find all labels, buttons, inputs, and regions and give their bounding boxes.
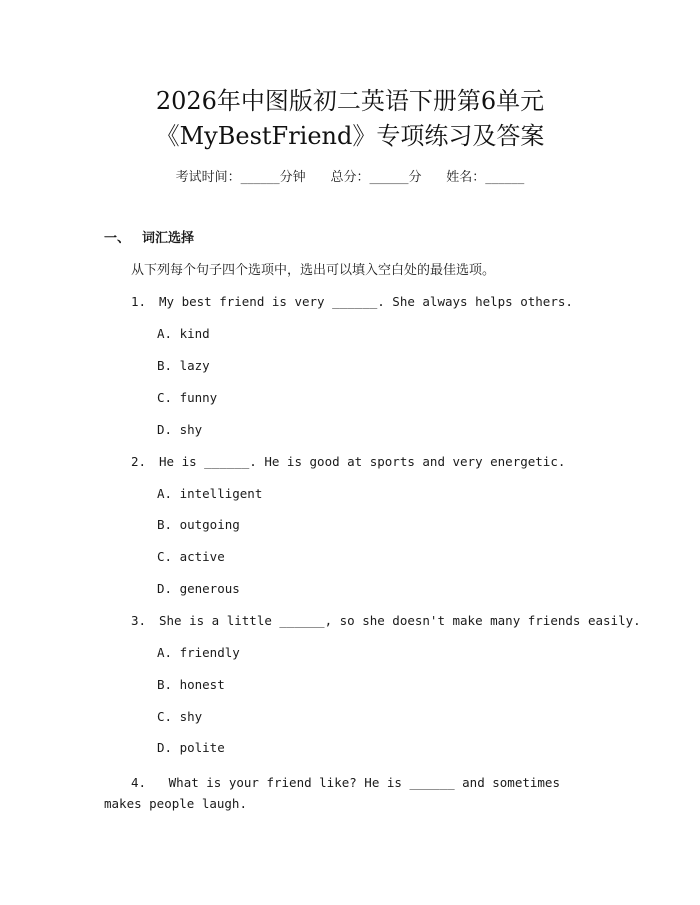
question-text: He is ______. He is good at sports and very energetic. [159,454,566,469]
title-line-2: 《MyBestFriend》专项练习及答案 [155,122,545,150]
question-text: She is a little ______, so she doesn't make many friends easily. [159,613,641,628]
question-number: 4. [131,775,147,790]
question-text: What is your friend like? He is ______ and sometimes makes people laugh. [104,775,560,811]
question-2-option-b: B. outgoing [157,517,240,532]
question-text: My best friend is very ______. She always helps others. [159,294,573,309]
question-3-option-c: C. shy [157,709,203,724]
question-2-option-a: A. intelligent [157,486,263,501]
student-name: 姓名：______ [446,170,525,185]
question-3-option-a: A. friendly [157,645,240,660]
question-3 [131,612,641,630]
question-1-option-a: A. kind [157,326,210,341]
section-heading [104,230,194,248]
question-number: 2. [131,454,147,469]
title-line-1: 2026年中图版初二英语下册第6单元 [155,87,545,115]
question-2-option-d: D. generous [157,581,240,596]
section-number: 一、 [104,231,131,246]
exam-time: 考试时间：______分钟 [175,170,306,185]
question-number: 1. [131,294,147,309]
question-1-option-d: D. shy [157,422,203,437]
question-1 [131,293,573,311]
question-3-option-d: D. polite [157,740,225,755]
section-instruction: 从下列每个句子四个选项中，选出可以填入空白处的最佳选项。 [131,263,496,278]
question-4 [104,772,574,814]
exam-meta [0,169,700,187]
question-2 [131,453,565,471]
total-score: 总分：______分 [330,170,422,185]
question-number: 3. [131,613,147,628]
section-title: 词汇选择 [142,231,195,246]
question-1-option-b: B. lazy [157,358,210,373]
question-3-option-b: B. honest [157,677,225,692]
question-1-option-c: C. funny [157,390,218,405]
question-2-option-c: C. active [157,549,225,564]
